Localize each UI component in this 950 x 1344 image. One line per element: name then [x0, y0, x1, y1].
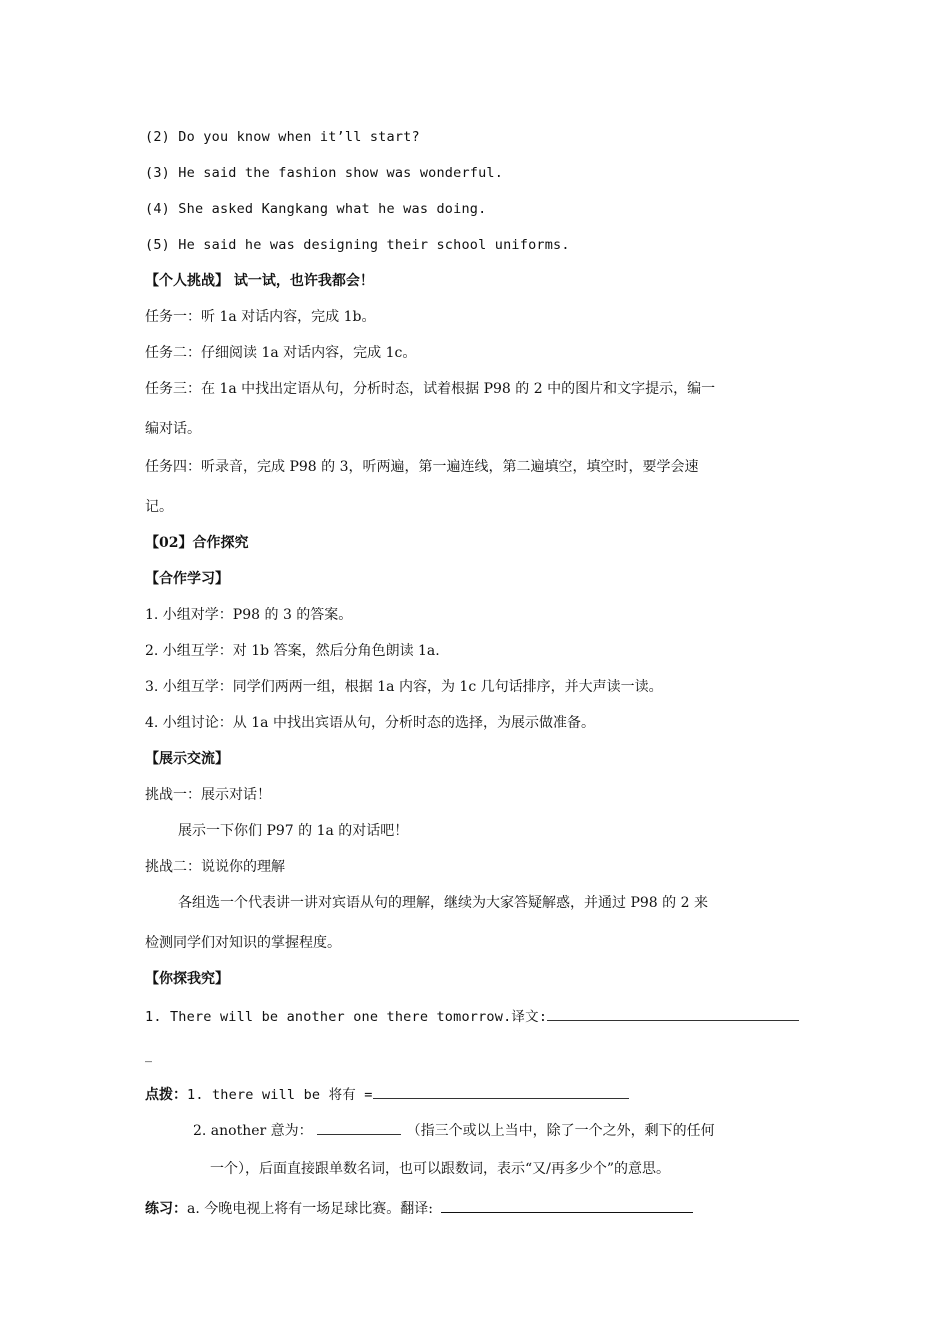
sentence-4: (4) She asked Kangkang what he was doing. [145, 201, 487, 217]
exercise-label: 练习： [145, 1201, 187, 1217]
exercise-a-blank[interactable] [441, 1198, 693, 1213]
challenge-1-body: 展示一下你们 P97 的 1a 的对话吧！ [178, 823, 409, 839]
tip-2-note: （指三个或以上当中，除了一个之外，剩下的任何 [406, 1123, 715, 1139]
challenge-heading: 【个人挑战】 试一试，也许我都会！ [145, 273, 374, 289]
challenge-2: 挑战二：说说你的理解 [145, 859, 285, 875]
coop-subheading: 【合作学习】 [145, 571, 229, 587]
question-1-tail: _ [145, 1047, 152, 1063]
coop-item-3: 3. 小组互学：同学们两两一组，根据 1a 内容，为 1c 几句话排序，并大声读一读。 [145, 679, 663, 695]
explore-heading: 【你探我究】 [145, 971, 229, 987]
tip-2-text: 2. another 意为： [193, 1123, 313, 1139]
coop-item-1: 1. 小组对学：P98 的 3 的答案。 [145, 607, 353, 623]
coop-heading: 【02】合作探究 [145, 535, 249, 551]
translation-blank[interactable] [547, 1006, 799, 1021]
tip-1-text: 1. there will be 将有 = [187, 1087, 373, 1103]
challenge-2-body-line-2: 检测同学们对知识的掌握程度。 [145, 935, 341, 951]
challenge-2-body-line-1: 各组选一个代表讲一讲对宾语从句的理解，继续为大家答疑解惑，并通过 P98 的 2 来 [178, 895, 708, 911]
tip-2-blank[interactable] [317, 1120, 401, 1135]
sentence-2: (2) Do you know when it’ll start? [145, 129, 420, 145]
task-3-line-2: 编对话。 [145, 421, 201, 437]
challenge-1: 挑战一：展示对话！ [145, 787, 271, 803]
coop-item-2: 2. 小组互学：对 1b 答案，然后分角色朗读 1a. [145, 643, 440, 659]
question-1-text: 1. There will be another one there tomorrow.译文: [145, 1009, 548, 1025]
task-3-line-1: 任务三：在 1a 中找出定语从句，分析时态，试着根据 P98 的 2 中的图片和文字提示，编一 [145, 381, 716, 397]
exercise-a-text: a. 今晚电视上将有一场足球比赛。翻译: [187, 1201, 433, 1217]
sentence-5: (5) He said he was designing their school uniforms. [145, 237, 570, 253]
task-2: 任务二：仔细阅读 1a 对话内容，完成 1c。 [145, 345, 417, 361]
tip-1-blank[interactable] [373, 1084, 629, 1099]
show-heading: 【展示交流】 [145, 751, 229, 767]
task-1: 任务一：听 1a 对话内容，完成 1b。 [145, 309, 376, 325]
task-4-line-1: 任务四：听录音，完成 P98 的 3，听两遍，第一遍连线，第二遍填空，填空时，要学会速 [145, 459, 699, 475]
tip-line-1 [145, 1084, 629, 1104]
task-4-line-2: 记。 [145, 499, 173, 515]
tip-label: 点拨： [145, 1087, 187, 1103]
tip-2-continuation: 一个），后面直接跟单数名词，也可以跟数词，表示“又/再多少个”的意思。 [210, 1161, 671, 1177]
coop-item-4: 4. 小组讨论：从 1a 中找出宾语从句，分析时态的选择，为展示做准备。 [145, 715, 595, 731]
exercise-line [145, 1198, 693, 1218]
sentence-3: (3) He said the fashion show was wonderful. [145, 165, 504, 181]
tip-line-2 [193, 1120, 715, 1140]
question-1 [145, 1006, 799, 1026]
